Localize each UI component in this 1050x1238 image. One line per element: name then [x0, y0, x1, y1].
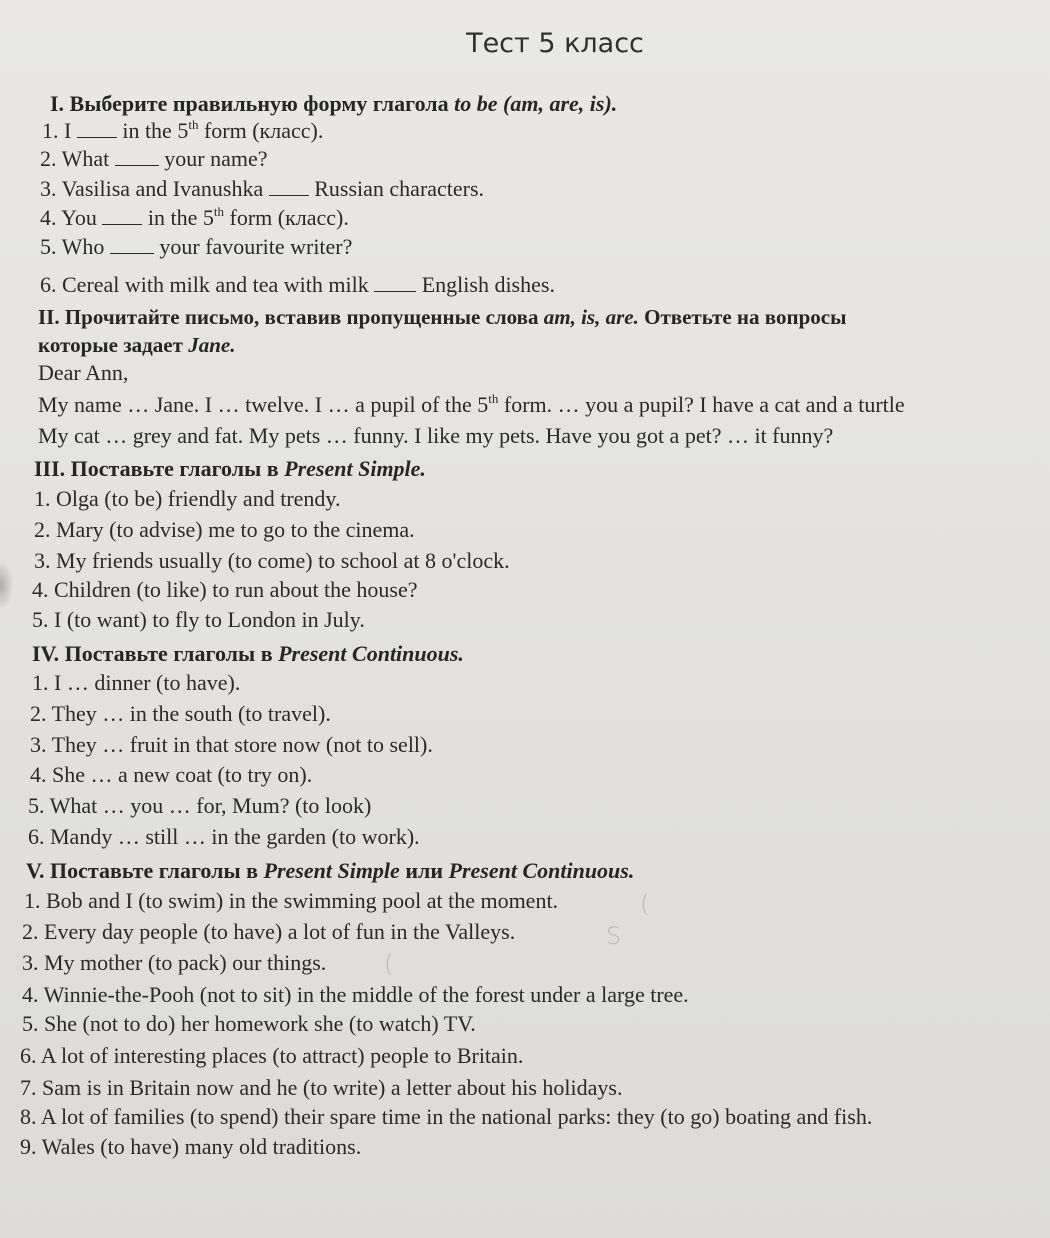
pencil-mark-icon: ( — [384, 950, 394, 978]
section-4-item-3: 3. They … fruit in that store now (not to sell). — [30, 732, 433, 757]
section-1-item-1: 1. I in the 5th form (класс). — [42, 117, 324, 143]
section-5-item-3: 3. My mother (to pack) our things. — [22, 950, 327, 975]
answer-blank[interactable] — [374, 273, 416, 292]
section-3-item-5: 5. I (to want) to fly to London in July. — [32, 607, 365, 632]
pencil-mark-icon: S — [606, 922, 622, 950]
section-5-item-9: 9. Wales (to have) many old traditions. — [20, 1134, 362, 1159]
section-5-item-5: 5. She (not to do) her homework she (to watch) TV. — [22, 1011, 476, 1036]
section-1-heading: I. Выберите правильную форму глагола to be (am, are, is). — [50, 91, 618, 116]
answer-blank[interactable] — [102, 206, 142, 225]
section-5-heading: V. Поставьте глаголы в Present Simple или Present Continuous. — [26, 858, 635, 883]
section-1-item-2: 2. What your name? — [40, 146, 268, 171]
section-3-item-1: 1. Olga (to be) friendly and trendy. — [34, 486, 341, 511]
section-1-item-5: 5. Who your favourite writer? — [40, 234, 353, 259]
section-3-item-2: 2. Mary (to advise) me to go to the cinema. — [34, 517, 415, 542]
section-4-heading: IV. Поставьте глаголы в Present Continuous. — [32, 641, 464, 666]
section-5-item-7: 7. Sam is in Britain now and he (to write) a letter about his holidays. — [20, 1075, 623, 1100]
section-2-heading: II. Прочитайте письмо, вставив пропущенные слова am, is, are. Ответьте на вопросы — [38, 305, 847, 329]
page-title: Тест 5 класс — [466, 28, 644, 59]
section-4-item-2: 2. They … in the south (to travel). — [30, 701, 331, 726]
section-5-item-2: 2. Every day people (to have) a lot of fun in the Valleys. — [22, 919, 516, 944]
section-1-item-6: 6. Cereal with milk and tea with milk English dishes. — [40, 272, 555, 297]
section-4-item-4: 4. She … a new coat (to try on). — [30, 762, 313, 787]
answer-blank[interactable] — [269, 177, 309, 196]
answer-blank[interactable] — [115, 147, 159, 166]
letter-line-2: My cat … grey and fat. My pets … funny. I like my pets. Have you got a pet? … it funny? — [38, 423, 834, 448]
pencil-mark-icon: ( — [640, 890, 650, 918]
section-1-item-3: 3. Vasilisa and Ivanushka Russian characters. — [40, 176, 485, 201]
letter-line-1: My name … Jane. I … twelve. I … a pupil of the 5th form. … you a pupil? I have a cat and a turtle — [38, 391, 905, 417]
section-4-item-5: 5. What … you … for, Mum? (to look) — [28, 793, 372, 818]
section-4-item-6: 6. Mandy … still … in the garden (to work). — [28, 824, 420, 849]
section-5-item-1: 1. Bob and I (to swim) in the swimming pool at the moment. — [24, 888, 559, 913]
section-5-item-8: 8. A lot of families (to spend) their spare time in the national parks: they (to go) boating and fish. — [20, 1104, 873, 1129]
section-5-item-6: 6. A lot of interesting places (to attract) people to Britain. — [20, 1043, 524, 1068]
section-3-item-4: 4. Children (to like) to run about the house? — [32, 577, 418, 602]
page-edge-shadow — [0, 560, 14, 610]
letter-greeting: Dear Ann, — [38, 360, 129, 385]
section-1-item-4: 4. You in the 5th form (класс). — [40, 204, 349, 230]
answer-blank[interactable] — [77, 119, 117, 138]
section-2-heading-line-2: которые задает Jane. — [38, 333, 236, 357]
section-5-item-4: 4. Winnie-the-Pooh (not to sit) in the middle of the forest under a large tree. — [22, 982, 689, 1007]
answer-blank[interactable] — [110, 235, 154, 254]
section-4-item-1: 1. I … dinner (to have). — [32, 670, 241, 695]
section-3-heading: III. Поставьте глаголы в Present Simple. — [34, 456, 426, 481]
section-3-item-3: 3. My friends usually (to come) to school at 8 o'clock. — [34, 548, 510, 573]
